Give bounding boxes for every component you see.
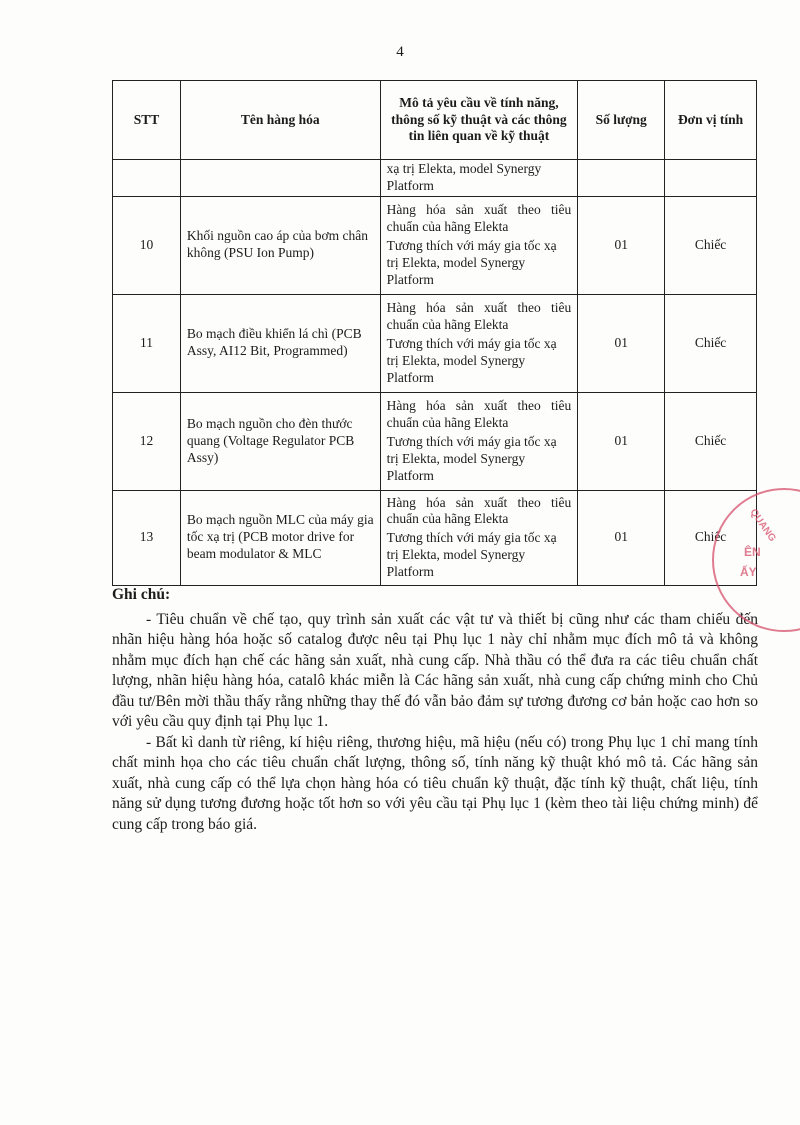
row-stt: 13	[113, 490, 181, 585]
row-spec	[380, 392, 578, 490]
row-name: Khối nguồn cao áp của bơm chân không (PSU Ion Pump)	[180, 196, 380, 294]
spec-standard: Hàng hóa sản xuất theo tiêu chuẩn của hãng Elekta	[386, 202, 572, 234]
table-row	[113, 196, 757, 294]
row-name: Bo mạch điều khiển lá chì (PCB Assy, AI12 Bit, Programmed)	[180, 294, 380, 392]
row-unit: Chiếc	[665, 490, 757, 585]
spec-compat: Tương thích với máy gia tốc xạ trị Elekta, model Synergy Platform	[386, 335, 557, 385]
row-spec	[380, 294, 578, 392]
spec-standard: Hàng hóa sản xuất theo tiêu chuẩn của hãng Elekta	[386, 494, 572, 527]
spec-standard: Hàng hóa sản xuất theo tiêu chuẩn của hãng Elekta	[386, 398, 572, 430]
row-unit: Chiếc	[665, 294, 757, 392]
row-unit: Chiếc	[665, 392, 757, 490]
table-row	[113, 294, 757, 392]
row-qty: 01	[578, 294, 665, 392]
header-name: Tên hàng hóa	[180, 81, 380, 160]
table-row	[113, 392, 757, 490]
continuation-qty	[578, 160, 665, 197]
continuation-row	[113, 160, 757, 197]
row-stt: 10	[113, 196, 181, 294]
header-qty: Số lượng	[578, 81, 665, 160]
stamp-fragment: QUANG	[747, 507, 778, 544]
row-name: Bo mạch nguồn MLC của máy gia tốc xạ trị (PCB motor drive for beam modulator & MLC	[180, 490, 380, 585]
page-number: 4	[396, 44, 404, 60]
continuation-unit	[665, 160, 757, 197]
note-paragraph: - Tiêu chuẩn về chế tạo, quy trình sản xuất các vật tư và thiết bị cũng như các tham chiếu đến nhãn hiệu hàng hóa hoặc số catalog được nêu tại Phụ lục 1 này chỉ nhằm mục đích mô tả và không nhằm mục đích hạn chế các hãng sản xuất, nhà cung cấp. Nhà thầu có thể đưa ra các tiêu chuẩn chất lượng, nhãn hiệu hàng hóa, catalô khác miễn là Các hãng sản xuất, nhà cung cấp chứng minh cho Chủ đầu tư/Bên mời thầu thấy rằng những thay thế đó vẫn bảo đảm sự tương đương cơ bản hoặc cao hơn so với yêu cầu quy định tại Phụ lục 1.	[112, 610, 758, 730]
continuation-stt	[113, 160, 181, 197]
notes-title: Ghi chú:	[112, 586, 171, 603]
spec-compat: Tương thích với máy gia tốc xạ trị Elekta, model Synergy Platform	[386, 530, 557, 580]
header-spec: Mô tả yêu cầu về tính năng, thông số kỹ thuật và các thông tin liên quan về kỹ thuật	[380, 81, 578, 160]
stamp-fragment: ẤY	[740, 565, 757, 579]
continuation-name	[180, 160, 380, 197]
row-unit: Chiếc	[665, 196, 757, 294]
spec-compat: Tương thích với máy gia tốc xạ trị Elekta, model Synergy Platform	[386, 433, 557, 483]
table-header-row	[113, 81, 757, 160]
row-spec	[380, 490, 578, 585]
row-stt: 12	[113, 392, 181, 490]
spec-standard: Hàng hóa sản xuất theo tiêu chuẩn của hãng Elekta	[386, 300, 572, 332]
row-spec	[380, 196, 578, 294]
goods-table	[112, 80, 757, 586]
continuation-spec: xạ trị Elekta, model Synergy Platform	[380, 160, 578, 197]
row-qty: 01	[578, 392, 665, 490]
header-stt: STT	[113, 81, 181, 160]
stamp-fragment: ÊN	[744, 545, 761, 559]
note-paragraph: - Bất kì danh từ riêng, kí hiệu riêng, thương hiệu, mã hiệu (nếu có) trong Phụ lục 1 chỉ mang tính chất minh họa cho các tiêu chuẩn chất lượng, thông số, tính năng kỹ thuật khó mô tả. Các hãng sản xuất, nhà cung cấp có thể lựa chọn hàng hóa có tiêu chuẩn kỹ thuật, đặc tính kỹ thuật, chất liệu, tính năng sử dụng tương đương hoặc tốt hơn so với yêu cầu tại Phụ lục 1 (kèm theo tài liệu chứng minh) để cung cấp trong báo giá.	[112, 733, 758, 833]
row-qty: 01	[578, 196, 665, 294]
table-row	[113, 490, 757, 585]
notes-section	[112, 585, 758, 835]
row-stt: 11	[113, 294, 181, 392]
row-qty: 01	[578, 490, 665, 585]
spec-compat: Tương thích với máy gia tốc xạ trị Elekta, model Synergy Platform	[386, 237, 557, 287]
row-name: Bo mạch nguồn cho đèn thước quang (Voltage Regulator PCB Assy)	[180, 392, 380, 490]
header-unit: Đơn vị tính	[665, 81, 757, 160]
